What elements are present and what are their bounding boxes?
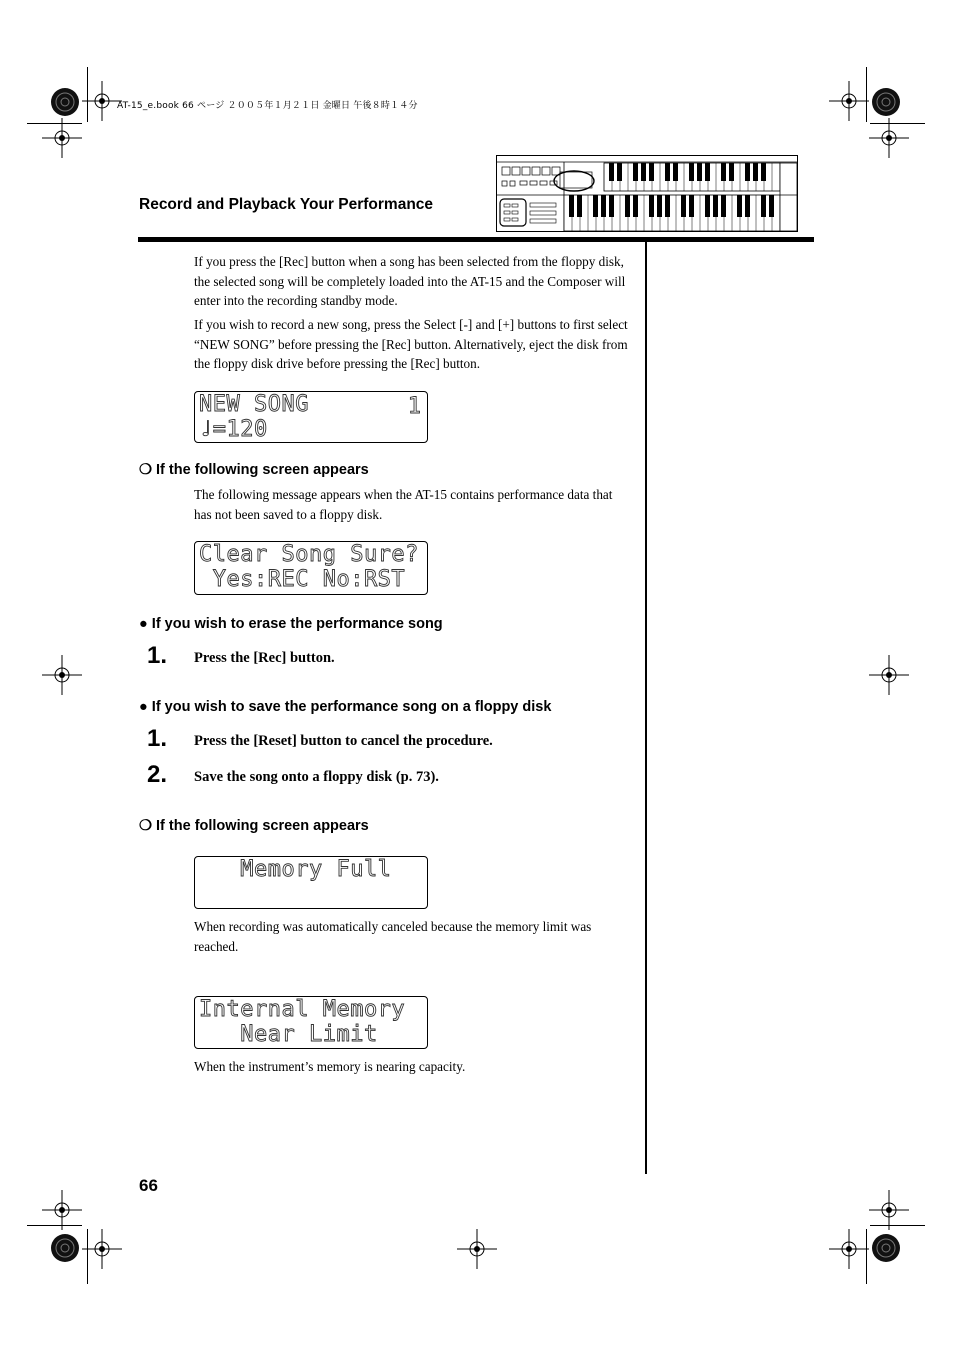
- lcd-line: Near Limit: [199, 1022, 378, 1047]
- lcd-line: [195, 882, 427, 907]
- crosshair-registration-mark-icon: [829, 1229, 869, 1269]
- crop-line: [870, 123, 925, 124]
- crop-line: [870, 1225, 925, 1226]
- step-text: Save the song onto a floppy disk (p. 73).: [194, 769, 439, 785]
- crop-line: [87, 1229, 88, 1284]
- crosshair-registration-mark-icon: [82, 81, 122, 121]
- filled-registration-mark-icon: [45, 82, 85, 122]
- step-text: Press the [Reset] button to cancel the procedure.: [194, 733, 493, 749]
- crosshair-registration-mark-icon: [869, 655, 909, 695]
- lcd-caption: When recording was automatically canceled because the memory limit was reached.: [194, 919, 592, 954]
- filled-registration-mark-icon: [45, 1228, 85, 1268]
- organ-panel-illustration: [496, 155, 798, 232]
- lcd-caption: When the instrument’s memory is nearing capacity.: [194, 1059, 466, 1074]
- crosshair-registration-mark-icon: [869, 118, 909, 158]
- heading-erase-song: ● If you wish to erase the performance song: [139, 616, 443, 632]
- lcd-line: NEW SONG: [199, 392, 309, 417]
- crop-line: [27, 123, 82, 124]
- lcd-line: Clear Song Sure?: [199, 542, 419, 567]
- intro-paragraph: If you wish to record a new song, press the Select [-] and [+] buttons to first select “NEW SONG” before pressing the [Rec] button. Alternatively, eject the disk from the floppy disk drive before pressing the [Rec] button.: [194, 317, 628, 372]
- filled-registration-mark-icon: [866, 1228, 906, 1268]
- lcd-display-new-song: [194, 391, 428, 443]
- crosshair-registration-mark-icon: [869, 1190, 909, 1230]
- lcd-song-number: 1: [407, 394, 421, 419]
- section-paragraph: The following message appears when the AT-15 contains performance data that has not been saved to a floppy disk.: [194, 487, 613, 522]
- crosshair-registration-mark-icon: [829, 81, 869, 121]
- subheading-screen-appears: ❍ If the following screen appears: [139, 818, 369, 834]
- lcd-line: Yes:REC No:RST: [199, 567, 406, 592]
- heading-save-song: ● If you wish to save the performance song on a floppy disk: [139, 699, 552, 715]
- lcd-display-near-limit: [194, 996, 428, 1049]
- crop-line: [866, 67, 867, 122]
- lcd-line: ♩=120: [199, 417, 268, 442]
- crosshair-registration-mark-icon: [42, 655, 82, 695]
- crosshair-registration-mark-icon: [457, 1229, 497, 1269]
- page-number: 66: [139, 1176, 158, 1195]
- step-number: 1.: [147, 642, 168, 669]
- column-rule: [645, 242, 647, 1174]
- step-text: Press the [Rec] button.: [194, 650, 335, 666]
- lcd-line: Memory Full: [199, 857, 392, 882]
- crop-line: [27, 1225, 82, 1226]
- lcd-line: Internal Memory: [199, 997, 406, 1022]
- step-number: 2.: [147, 761, 168, 788]
- crosshair-registration-mark-icon: [82, 1229, 122, 1269]
- header-rule: [138, 237, 814, 242]
- intro-paragraph: If you press the [Rec] button when a song has been selected from the floppy disk, the selected song will be completely loaded into the AT-15 and the Composer will enter into the recording standby mode.: [194, 254, 626, 309]
- crosshair-registration-mark-icon: [42, 1190, 82, 1230]
- lcd-display-clear-song: [194, 541, 428, 595]
- step-number: 1.: [147, 725, 168, 752]
- filled-registration-mark-icon: [866, 82, 906, 122]
- subheading-screen-appears: ❍ If the following screen appears: [139, 462, 369, 478]
- section-title: Record and Playback Your Performance: [139, 196, 434, 213]
- crosshair-registration-mark-icon: [42, 118, 82, 158]
- crop-line: [87, 67, 88, 122]
- crop-line: [866, 1229, 867, 1284]
- lcd-display-memory-full: [194, 856, 428, 909]
- print-job-info: AT-15_e.book 66 ページ ２００５年１月２１日 金曜日 午後８時１４分: [117, 101, 418, 111]
